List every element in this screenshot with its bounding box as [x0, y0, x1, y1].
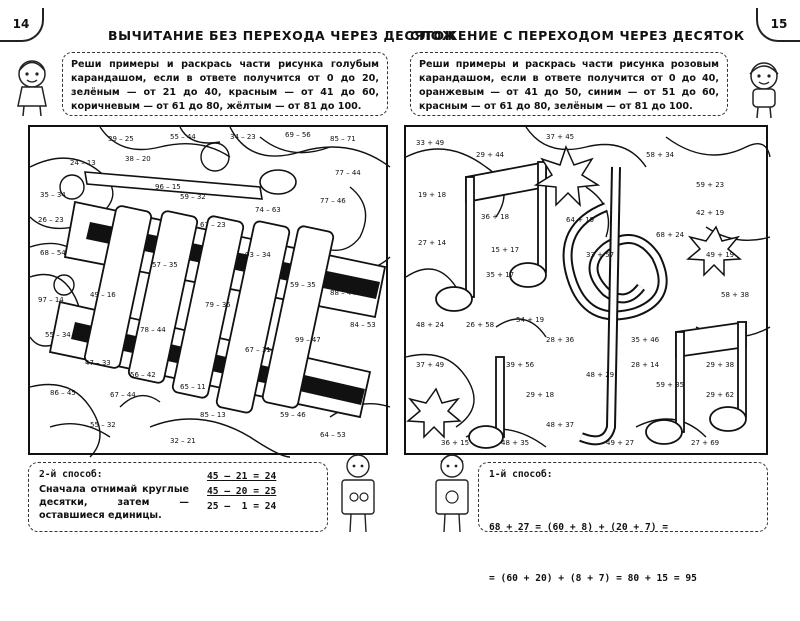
example-label: 29 + 18 [526, 391, 555, 399]
example-label: 38 – 20 [125, 155, 151, 163]
example-label: 78 – 44 [140, 326, 166, 334]
method-equations [489, 485, 697, 621]
example-label: 29 + 44 [476, 151, 505, 159]
kid-illustration-right [740, 58, 788, 120]
heading-right: СЛОЖЕНИЕ С ПЕРЕХОДОМ ЧЕРЕЗ ДЕСЯТОК [410, 28, 745, 43]
example-label: 15 + 17 [491, 246, 520, 254]
example-label: 26 – 23 [38, 216, 64, 224]
example-label: 99 – 47 [295, 336, 321, 344]
example-label: 74 – 63 [255, 206, 281, 214]
method-explanation: Сначала отнимай круглые десятки, затем — оставшиеся единицы. [39, 484, 189, 521]
character-girl-with-sign [430, 452, 474, 536]
example-label: 93 – 34 [245, 251, 271, 259]
example-label: 85 – 13 [200, 411, 226, 419]
example-label: 96 – 15 [155, 183, 181, 191]
example-label: 97 – 14 [38, 296, 64, 304]
example-label: 64 + 19 [566, 216, 595, 224]
example-label: 84 – 53 [350, 321, 376, 329]
method-title: 1-й способ: [489, 469, 553, 480]
equation-line: = (60 + 20) + (8 + 7) = 80 + 15 = 95 [489, 573, 697, 584]
equation-line: 68 + 27 = (60 + 8) + (20 + 7) = [489, 522, 669, 533]
example-label: 48 + 24 [416, 321, 445, 329]
example-label: 54 + 19 [516, 316, 545, 324]
example-label: 35 + 17 [486, 271, 515, 279]
example-label: 37 + 45 [546, 133, 575, 141]
example-label: 27 + 69 [691, 439, 720, 447]
example-label: 59 + 23 [696, 181, 725, 189]
equation-line: 45 – 21 = 24 [207, 471, 277, 482]
example-label: 77 – 44 [335, 169, 361, 177]
xylophone-drawing [30, 127, 390, 457]
example-label: 32 – 21 [170, 437, 196, 445]
example-label: 27 + 14 [418, 239, 447, 247]
example-label: 68 + 24 [656, 231, 685, 239]
example-label: 55 – 34 [45, 331, 71, 339]
example-label: 59 – 35 [290, 281, 316, 289]
example-label: 48 + 37 [546, 421, 575, 429]
example-label: 86 – 45 [50, 389, 76, 397]
instruction-box-left: Реши примеры и раскрась части рисунка голубым карандашом, если в ответе получится от 0 до 20, зелёным — от 21 до 40, красным — от 41 до 60, коричневым — от 61 до 80, жёлтым — от 81 до 100. [62, 52, 388, 116]
example-label: 35 – 34 [40, 191, 66, 199]
example-label: 67 – 23 [200, 221, 226, 229]
example-label: 88 – 44 [330, 289, 356, 297]
example-label: 57 – 35 [152, 261, 178, 269]
example-label: 59 – 32 [180, 193, 206, 201]
character-boy-with-sign [336, 452, 380, 536]
example-label: 19 + 18 [418, 191, 447, 199]
coloring-picture-xylophone [28, 125, 388, 455]
example-label: 28 + 14 [631, 361, 660, 369]
example-label: 35 + 46 [631, 336, 660, 344]
method-box-right [478, 462, 768, 584]
example-label: 58 + 38 [721, 291, 750, 299]
example-label: 69 – 56 [285, 131, 311, 139]
example-label: 33 + 49 [416, 139, 445, 147]
example-label: 59 – 46 [280, 411, 306, 419]
example-label: 24 – 13 [70, 159, 96, 167]
example-label: 67 – 44 [110, 391, 136, 399]
example-label: 37 + 49 [416, 361, 445, 369]
example-label: 36 + 18 [481, 213, 510, 221]
example-label: 58 + 34 [646, 151, 675, 159]
page-number-left: 14 [0, 8, 44, 42]
example-label: 77 – 46 [320, 197, 346, 205]
example-label: 56 – 42 [130, 371, 156, 379]
method-title: 2-й способ: [39, 469, 103, 480]
page-number-right: 15 [756, 8, 800, 42]
example-label: 26 + 58 [466, 321, 495, 329]
example-label: 59 + 35 [656, 381, 685, 389]
instruction-box-right: Реши примеры и раскрась части рисунка розовым карандашом, если в ответе получится от 0 до 40, оранжевым — от 41 до 50, синим — от 51 до 60, красным — от 61 до 80, зелёным — от 81 до 100. [410, 52, 728, 116]
example-label: 67 – 31 [245, 346, 271, 354]
music-notes-drawing [406, 127, 770, 457]
example-label: 49 + 27 [606, 439, 635, 447]
coloring-picture-music [404, 125, 768, 455]
example-label: 65 – 11 [180, 383, 206, 391]
method-equations [207, 469, 276, 514]
example-label: 29 + 38 [706, 361, 735, 369]
example-label: 29 + 62 [706, 391, 735, 399]
example-label: 28 + 36 [546, 336, 575, 344]
example-label: 48 + 29 [586, 371, 615, 379]
example-label: 49 + 19 [706, 251, 735, 259]
example-label: 47 – 33 [85, 359, 111, 367]
example-label: 48 + 35 [501, 439, 530, 447]
method-box-left [28, 462, 328, 532]
example-label: 85 – 71 [330, 135, 356, 143]
equation-line: 45 – 20 = 25 [207, 486, 277, 497]
example-label: 42 + 19 [696, 209, 725, 217]
example-label: 49 – 16 [90, 291, 116, 299]
equation-line: 25 – 1 = 24 [207, 501, 277, 512]
example-label: 33 + 57 [586, 251, 615, 259]
example-label: 36 + 15 [441, 439, 470, 447]
example-label: 68 – 54 [40, 249, 66, 257]
example-label: 34 – 23 [230, 133, 256, 141]
kid-illustration-left [8, 56, 56, 118]
heading-left: ВЫЧИТАНИЕ БЕЗ ПЕРЕХОДА ЧЕРЕЗ ДЕСЯТОК [108, 28, 456, 43]
example-label: 39 + 56 [506, 361, 535, 369]
example-label: 55 – 44 [170, 133, 196, 141]
example-label: 55 – 32 [90, 421, 116, 429]
example-label: 39 – 25 [108, 135, 134, 143]
example-label: 79 – 35 [205, 301, 231, 309]
example-label: 64 – 53 [320, 431, 346, 439]
